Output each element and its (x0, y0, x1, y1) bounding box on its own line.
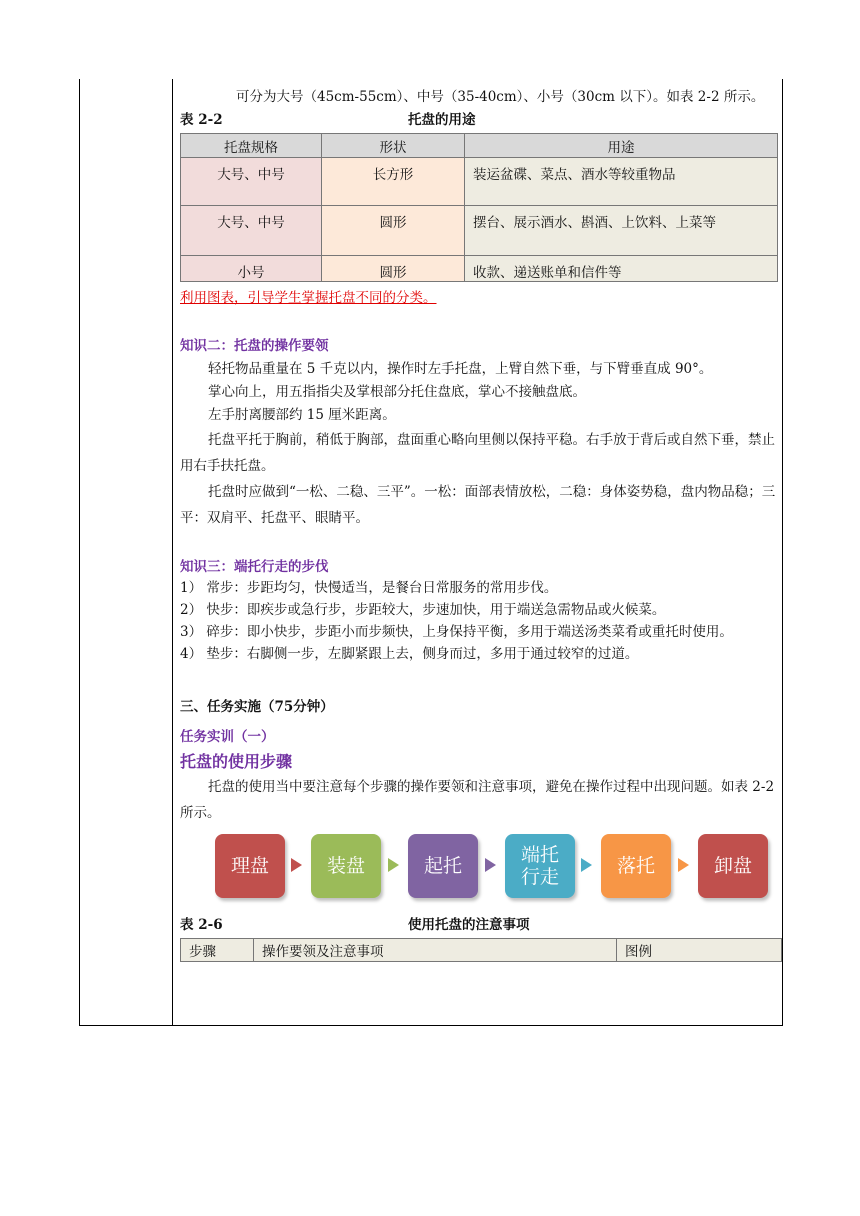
table-cell: 小号 (181, 256, 322, 282)
table2-title: 使用托盘的注意事项 (408, 917, 530, 933)
training-label: 任务实训（一） (180, 729, 275, 745)
arrow-right-icon (581, 858, 592, 872)
teaching-note: 利用图表，引导学生掌握托盘不同的分类。 (180, 290, 437, 306)
table-row (181, 256, 778, 282)
table-header-row (181, 939, 782, 962)
flow-step-1: 理盘 (215, 834, 285, 898)
table-cell: 大号、中号 (181, 158, 322, 206)
list-item: 2） 快步：即疾步或急行步，步距较大，步速加快，用于端送急需物品或火候菜。 (180, 602, 666, 618)
table-row (181, 206, 778, 256)
arrow-right-icon (678, 858, 689, 872)
table-cell: 圆形 (322, 206, 465, 256)
knowledge2-paragraph: 左手肘离腰部约 15 厘米距离。 (208, 407, 396, 423)
table-cell: 长方形 (322, 158, 465, 206)
table2-caption (180, 914, 778, 936)
process-flow (180, 834, 778, 904)
main-content (180, 86, 778, 962)
table-header-cell: 操作要领及注意事项 (254, 939, 617, 962)
section3-title: 三、任务实施（75分钟） (180, 699, 334, 715)
list-item: 3） 碎步：即小快步，步距小而步频快，上身保持平衡，多用于端送汤类菜肴或重托时使用。 (180, 624, 733, 640)
knowledge2-paragraph: 轻托物品重量在 5 千克以内，操作时左手托盘，上臂自然下垂，与下臂垂直成 90°。 (208, 361, 713, 377)
arrow-right-icon (291, 858, 302, 872)
table-cell: 摆台、展示酒水、斟酒、上饮料、上菜等 (465, 206, 778, 256)
flow-step-2: 装盘 (311, 834, 381, 898)
table1-caption (180, 109, 778, 131)
knowledge3-heading: 知识三：端托行走的步伐 (180, 559, 329, 575)
tray-uses-table (180, 133, 778, 282)
table-cell: 大号、中号 (181, 206, 322, 256)
column-divider (172, 79, 173, 1025)
flow-step-6: 卸盘 (698, 834, 768, 898)
arrow-right-icon (485, 858, 496, 872)
flow-step-3: 起托 (408, 834, 478, 898)
table-header-cell: 形状 (322, 134, 465, 158)
knowledge2-paragraph: 托盘时应做到“一松、二稳、三平”。一松：面部表情放松，二稳：身体姿势稳，盘内物品稳；三平：双肩平、托盘平、眼睛平。 (180, 484, 776, 526)
table-cell: 装运盆碟、菜点、酒水等较重物品 (465, 158, 778, 206)
table-cell: 收款、递送账单和信件等 (465, 256, 778, 282)
table1-title: 托盘的用途 (408, 112, 476, 128)
flow-step-4: 端托 行走 (505, 834, 575, 898)
table-header-cell: 步骤 (181, 939, 254, 962)
table-header-cell: 用途 (465, 134, 778, 158)
training-paragraph: 托盘的使用当中要注意每个步骤的操作要领和注意事项，避免在操作过程中出现问题。如表 2-2 所示。 (180, 779, 775, 821)
table-header-cell: 托盘规格 (181, 134, 322, 158)
table-header-cell: 图例 (617, 939, 782, 962)
list-item: 1） 常步：步距均匀，快慢适当，是餐台日常服务的常用步伐。 (180, 580, 558, 596)
intro-line: 可分为大号（45cm-55cm）、中号（35-40cm）、小号（30cm 以下）。如表 2-2 所示。 (236, 89, 765, 105)
table1-number: 表 2-2 (180, 112, 223, 128)
table-cell: 圆形 (322, 256, 465, 282)
table-row (181, 158, 778, 206)
table2-number: 表 2-6 (180, 917, 223, 933)
knowledge2-heading: 知识二：托盘的操作要领 (180, 338, 329, 354)
flow-step-5: 落托 (601, 834, 671, 898)
training-title: 托盘的使用步骤 (180, 752, 293, 771)
tray-notes-table (180, 938, 782, 962)
knowledge2-paragraph: 掌心向上，用五指指尖及掌根部分托住盘底，掌心不接触盘底。 (208, 384, 586, 400)
list-item: 4） 垫步：右脚侧一步，左脚紧跟上去，侧身而过，多用于通过较窄的过道。 (180, 646, 639, 662)
table-header-row (181, 134, 778, 158)
arrow-right-icon (388, 858, 399, 872)
knowledge2-paragraph: 托盘平托于胸前，稍低于胸部，盘面重心略向里侧以保持平稳。右手放于背后或自然下垂，禁止用右手扶托盘。 (180, 432, 775, 474)
